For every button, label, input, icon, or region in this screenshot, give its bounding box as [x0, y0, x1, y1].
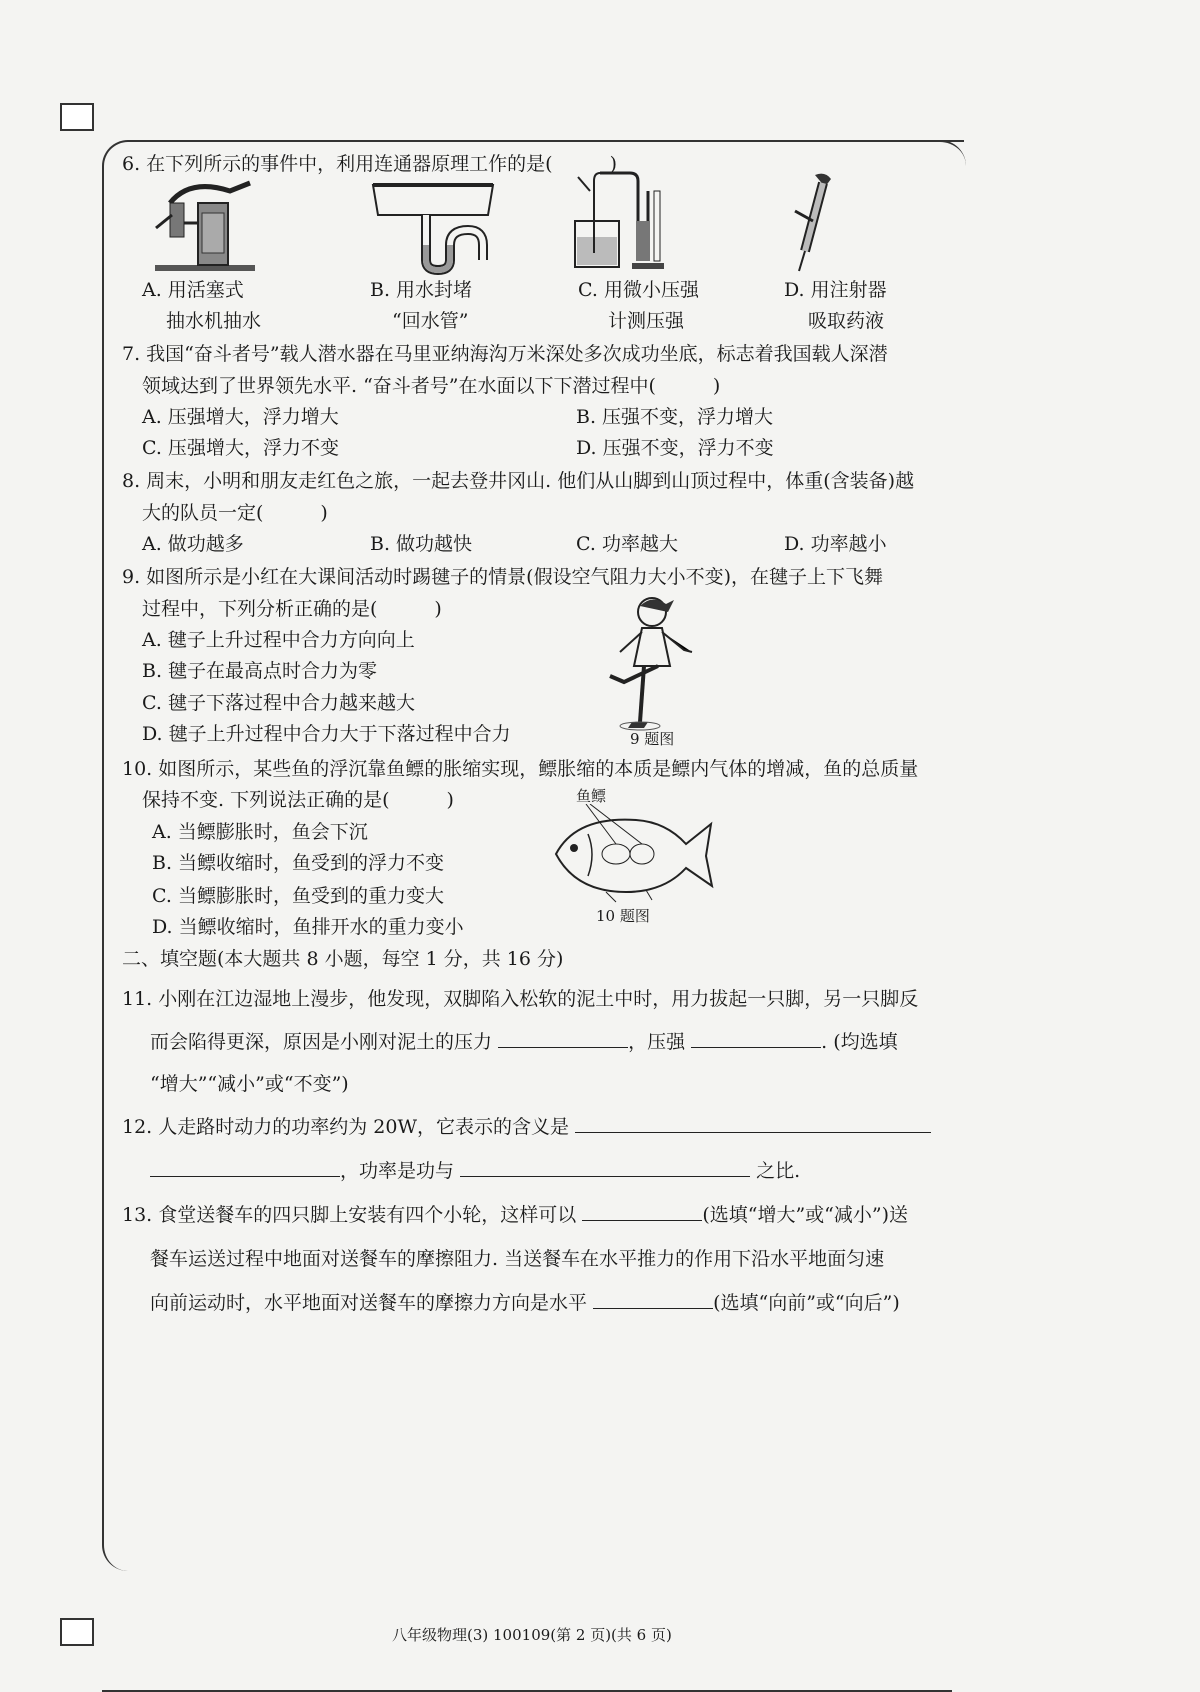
- q7-option-a: A. 压强增大，浮力增大: [142, 405, 339, 428]
- q13-line3-text-a: 向前运动时，水平地面对送餐车的摩擦力方向是水平: [150, 1292, 588, 1315]
- q10-stem-line2: 保持不变. 下列说法正确的是( ): [142, 789, 454, 812]
- q12-line2-text-b: 之比.: [756, 1159, 801, 1182]
- q8-option-c: C. 功率越大: [576, 533, 678, 556]
- q10-figure-caption: 10 题图: [596, 907, 650, 926]
- q11-line2-text-c: . (均选填: [821, 1030, 898, 1053]
- q13-line3-text-b: (选填“向前”或“向后”): [713, 1292, 900, 1315]
- q9-stem-line1: 9. 如图所示是小红在大课间活动时踢毽子的情景(假设空气阻力大小不变)，在毽子上下飞舞: [122, 566, 883, 589]
- piston-pump-icon: [150, 173, 260, 275]
- q11-line2-text-b: ，压强: [628, 1030, 686, 1053]
- q13-blank-direction[interactable]: [593, 1288, 713, 1309]
- q9-stem-line2: 过程中，下列分析正确的是( ): [142, 597, 442, 620]
- q7-option-d: D. 压强不变，浮力不变: [576, 437, 774, 460]
- q11-blank-pressure-force[interactable]: [498, 1027, 628, 1048]
- q7-option-c: C. 压强增大，浮力不变: [142, 437, 339, 460]
- fish-icon: [546, 804, 716, 904]
- q9-option-b: B. 毽子在最高点时合力为零: [142, 660, 378, 683]
- q6-option-b-line2: “回水管”: [392, 309, 469, 332]
- q6-option-b-line1: B. 用水封堵: [370, 278, 473, 301]
- q11-line2: [150, 1027, 898, 1054]
- q8-stem-line1: 8. 周末，小明和朋友走红色之旅，一起去登井冈山. 他们从山脚到山顶过程中，体重(含装备)越: [122, 470, 915, 493]
- q13-blank-friction[interactable]: [582, 1200, 702, 1221]
- q8-option-b: B. 做功越快: [370, 533, 473, 556]
- q11-line1: 11. 小刚在江边湿地上漫步，他发现，双脚陷入松软的泥土中时，用力拔起一只脚，另一只脚反: [122, 988, 919, 1011]
- q11-line2-text-a: 而会陷得更深，原因是小刚对泥土的压力: [150, 1030, 493, 1053]
- q6-option-d-line1: D. 用注射器: [784, 278, 887, 301]
- girl-kicking-shuttlecock-icon: [604, 590, 704, 732]
- q11-blank-pressure[interactable]: [691, 1027, 821, 1048]
- q10-stem-line1: 10. 如图所示，某些鱼的浮沉靠鱼鳔的胀缩实现，鳔胀缩的本质是鳔内气体的增减，鱼的总质量: [122, 757, 919, 780]
- q9-option-d: D. 毽子上升过程中合力大于下落过程中合力: [142, 722, 511, 745]
- q12-line1-text: 12. 人走路时动力的功率约为 20W，它表示的含义是: [122, 1115, 570, 1138]
- q8-stem-line2: 大的队员一定( ): [142, 501, 328, 524]
- q9-figure-caption: 9 题图: [630, 730, 675, 749]
- q13-line1: [122, 1200, 908, 1227]
- q6-option-c-line2: 计测压强: [608, 309, 685, 332]
- q11-line3: “增大”“减小”或“不变”): [150, 1073, 349, 1096]
- q10-option-d: D. 当鳔收缩时，鱼排开水的重力变小: [152, 916, 464, 939]
- q12-line2-text-a: ，功率是功与: [340, 1159, 455, 1182]
- frame-top-line: [128, 140, 964, 142]
- binding-marker-top: [60, 103, 94, 131]
- q6-option-a-line2: 抽水机抽水: [166, 309, 262, 332]
- q12-blank-ratio[interactable]: [460, 1156, 750, 1177]
- q10-swim-bladder-label: 鱼鳔: [576, 787, 607, 806]
- q13-line1-text-b: (选填“增大”或“减小”)送: [702, 1204, 908, 1226]
- q12-line2: [150, 1156, 800, 1183]
- q12-blank-meaning-2[interactable]: [150, 1156, 340, 1177]
- section2-heading: 二、填空题(本大题共 8 小题，每空 1 分，共 16 分): [122, 947, 564, 970]
- q10-option-b: B. 当鳔收缩时，鱼受到的浮力不变: [152, 851, 445, 874]
- q8-option-a: A. 做功越多: [142, 533, 244, 556]
- q6-option-d-line2: 吸取药液: [808, 309, 885, 332]
- q8-option-d: D. 功率越小: [784, 533, 887, 556]
- q10-option-a: A. 当鳔膨胀时，鱼会下沉: [152, 820, 368, 843]
- q13-line3: [150, 1288, 900, 1315]
- q7-option-b: B. 压强不变，浮力增大: [576, 405, 774, 428]
- q13-line2: 餐车运送过程中地面对送餐车的摩擦阻力. 当送餐车在水平推力的作用下沿水平地面匀速: [150, 1248, 885, 1271]
- q10-option-c: C. 当鳔膨胀时，鱼受到的重力变大: [152, 885, 444, 908]
- q6-stem: 6. 在下列所示的事件中，利用连通器原理工作的是( ): [122, 153, 617, 176]
- q12-blank-meaning-1[interactable]: [575, 1112, 931, 1133]
- syringe-icon: [785, 171, 845, 275]
- binding-marker-bottom: [60, 1618, 94, 1646]
- q7-stem-line1: 7. 我国“奋斗者号”载人潜水器在马里亚纳海沟万米深处多次成功坐底，标志着我国载人深潜: [122, 343, 888, 366]
- q13-line1-text-a: 13. 食堂送餐车的四只脚上安装有四个小轮，这样可以: [122, 1204, 577, 1226]
- q6-option-a-line1: A. 用活塞式: [142, 278, 244, 301]
- sink-trap-icon: [368, 175, 498, 275]
- q7-stem-line2: 领域达到了世界领先水平. “奋斗者号”在水面以下下潜过程中( ): [142, 374, 721, 397]
- q6-option-c-line1: C. 用微小压强: [578, 278, 699, 301]
- page-footer: 八年级物理(3) 100109(第 2 页)(共 6 页): [392, 1625, 672, 1644]
- pressure-gauge-icon: [570, 171, 670, 275]
- q12-line1: [122, 1112, 931, 1139]
- q9-option-c: C. 毽子下落过程中合力越来越大: [142, 691, 415, 714]
- q9-option-a: A. 毽子上升过程中合力方向向上: [142, 628, 415, 651]
